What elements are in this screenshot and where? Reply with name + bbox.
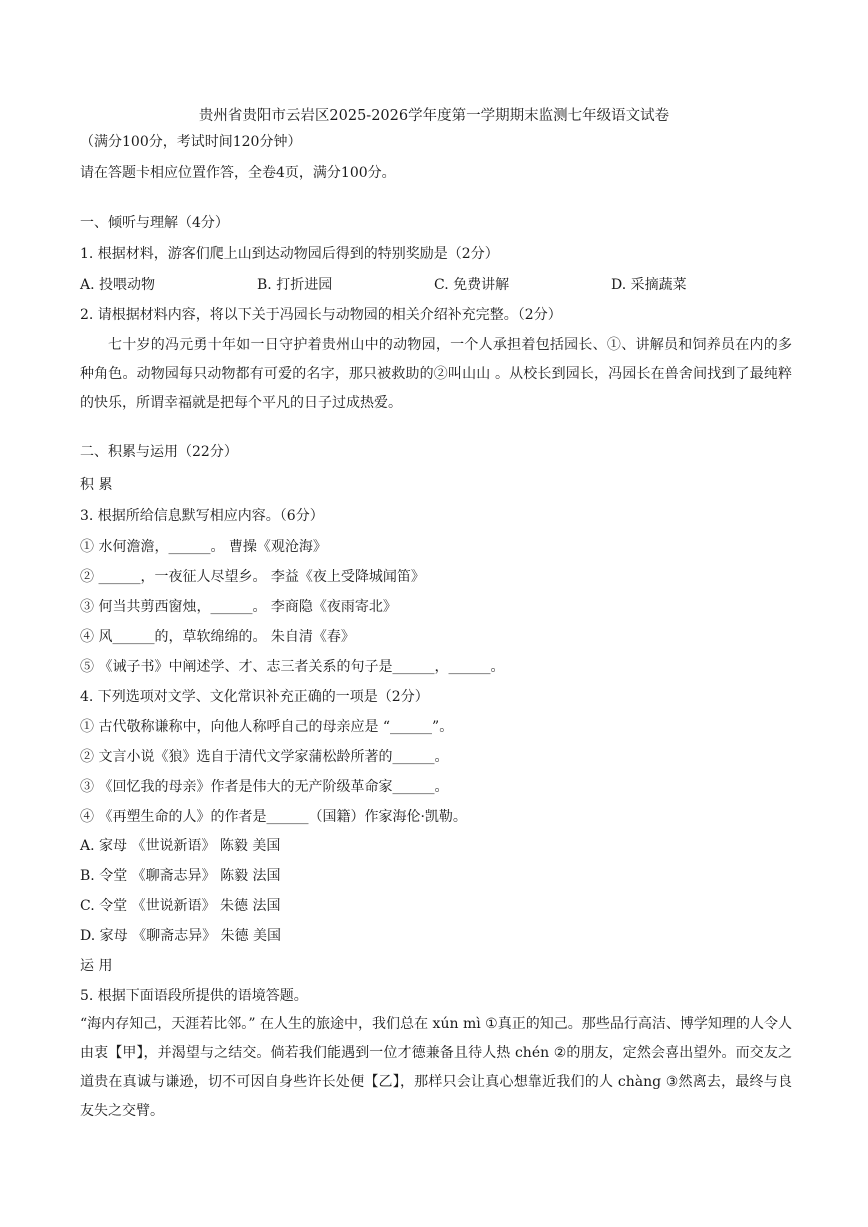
q5-paragraph-text: “海内存知己，天涯若比邻。” 在人生的旅途中，我们总在 xún mì ①真正的知己。那些品行高洁、博学知理的人令人由衷【甲】，并渴望与之结交。倘若我们能遇到一位才德兼备且待人热 chén ②的朋友，定然会喜出望外。而交友之道贵在真诚与谦逊，切不可因自身些许长处便【乙】，那样只会让真心想靠近我们的人 chàng ③然离去，最终与良友失之交臂。: [80, 1016, 792, 1119]
exam-title: 贵州省贵阳市云岩区2025-2026学年度第一学期期末监测七年级语文试卷: [198, 108, 670, 124]
question-4: 4. 下列选项对文学、文化常识补充正确的一项是（2分）: [80, 689, 429, 705]
q3-item-4: ④ 风______的，草软绵绵的。 朱自清《春》: [80, 629, 355, 645]
q3-item-3: ③ 何当共剪西窗烛，______。 李商隐《夜雨寄北》: [80, 599, 397, 615]
q3-item-2: ② ______，一夜征人尽望乡。 李益《夜上受降城闻笛》: [80, 569, 425, 585]
section1-heading: 一、倾听与理解（4分）: [80, 215, 229, 231]
q3-item-1: ① 水何澹澹，______。 曹操《观沧海》: [80, 539, 327, 555]
exam-subtitle: （满分100分，考试时间120分钟）: [80, 134, 302, 150]
section2-heading: 二、积累与运用（22分）: [80, 444, 238, 460]
q1-option-a: A. 投喂动物: [80, 277, 156, 293]
q1-option-b: B. 打折进园: [257, 277, 333, 293]
exam-instruction: 请在答题卡相应位置作答，全卷4页，满分100分。: [80, 165, 396, 181]
q2-paragraph-text: 七十岁的冯元勇十年如一日守护着贵州山中的动物园，一个人承担着包括园长、①、讲解员和饲养员在内的多种角色。动物园每只动物都有可爱的名字，那只被救助的②叫山山 。从校长到园长，冯园长在兽舍间找到了最纯粹的快乐，所谓幸福就是把每个平凡的日子过成热爱。: [80, 337, 792, 411]
q5-paragraph: [80, 1010, 792, 1126]
question-2: 2. 请根据材料内容，将以下关于冯园长与动物园的相关介绍补充完整。（2分）: [80, 307, 562, 323]
q4-item-2: ② 文言小说《狼》选自于清代文学家蒲松龄所著的______。: [80, 749, 449, 765]
q4-option-d: D. 家母 《聊斋志异》 朱德 美国: [80, 928, 281, 944]
q4-option-a: A. 家母 《世说新语》 陈毅 美国: [80, 838, 281, 854]
q1-option-d: D. 采摘蔬菜: [611, 277, 687, 293]
q4-option-b: B. 令堂 《聊斋志异》 陈毅 法国: [80, 868, 281, 884]
subsection-accumulation: 积 累: [80, 477, 113, 493]
question-5: 5. 根据下面语段所提供的语境答题。: [80, 988, 308, 1004]
q2-paragraph: [80, 331, 792, 418]
q4-option-c: C. 令堂 《世说新语》 朱德 法国: [80, 898, 281, 914]
subsection-application: 运 用: [80, 958, 113, 974]
question-1: 1. 根据材料，游客们爬上山到达动物园后得到的特别奖励是（2分）: [80, 246, 499, 262]
q4-item-3: ③ 《回忆我的母亲》作者是伟大的无产阶级革命家______。: [80, 779, 449, 795]
q1-option-c: C. 免费讲解: [434, 277, 510, 293]
q4-item-4: ④ 《再塑生命的人》的作者是______（国籍）作家海伦·凯勒。: [80, 809, 467, 825]
q3-item-5: ⑤ 《诫子书》中阐述学、才、志三者关系的句子是______，______。: [80, 659, 505, 675]
question-3: 3. 根据所给信息默写相应内容。（6分）: [80, 508, 324, 524]
q4-item-1: ① 古代敬称谦称中，向他人称呼自己的母亲应是 “______”。: [80, 719, 454, 735]
